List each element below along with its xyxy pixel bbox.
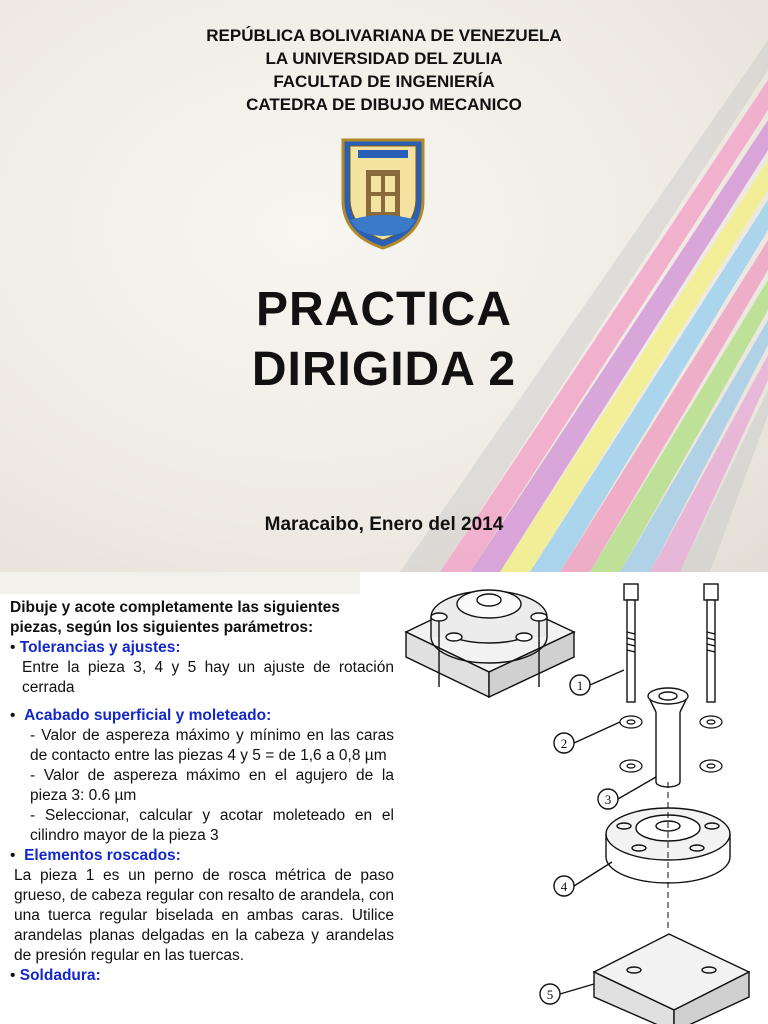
section-text: La pieza 1 es un perno de rosca métrica de paso grueso, de cabeza regular con resalto de arandela, con una tuerca regular biselada en ambas caras. Utilice arandelas planas delgadas en la cabeza y arandelas de presión regular en las tuercas. xyxy=(14,867,394,964)
bullet: • xyxy=(10,967,16,984)
title-line-2: DIRIGIDA 2 xyxy=(251,343,517,396)
part-label: 2 xyxy=(560,736,568,751)
bullet: • xyxy=(10,639,16,656)
institution-header xyxy=(0,24,768,116)
bullet: • xyxy=(10,707,16,724)
section-soldadura xyxy=(10,966,394,986)
list-item: - Seleccionar, calcular y acotar moleteado en el cilindro mayor de la pieza 3 xyxy=(30,807,394,844)
section-heading: Elementos roscados: xyxy=(24,847,181,864)
part-label: 3 xyxy=(604,792,612,807)
washer-illustration xyxy=(620,716,722,772)
section-heading: Acabado superficial y moleteado: xyxy=(24,707,272,724)
header-line-3: FACULTAD DE INGENIERÍA xyxy=(273,72,495,91)
exercise-slide xyxy=(0,572,768,1024)
header-line-1: REPÚBLICA BOLIVARIANA DE VENEZUELA xyxy=(206,26,562,45)
page-title xyxy=(0,280,768,400)
section-text: Entre la pieza 3, 4 y 5 hay un ajuste de rotación cerrada xyxy=(22,659,394,696)
part-label: 1 xyxy=(576,678,584,693)
assembled-part-illustration xyxy=(406,590,574,697)
slide-top-band xyxy=(0,572,360,594)
part-label: 5 xyxy=(546,987,554,1002)
header-line-4: CATEDRA DE DIBUJO MECANICO xyxy=(246,95,522,114)
bolt-illustration xyxy=(624,584,718,702)
bushing-illustration xyxy=(648,688,688,787)
section-roscados xyxy=(10,846,394,866)
base-plate-illustration xyxy=(594,934,749,1024)
instructions-text xyxy=(10,598,394,986)
section-heading: Tolerancias y ajustes: xyxy=(19,639,181,656)
header-line-2: LA UNIVERSIDAD DEL ZULIA xyxy=(265,49,503,68)
section-heading: Soldadura: xyxy=(19,967,101,984)
part-label: 4 xyxy=(560,879,568,894)
assembly-drawing xyxy=(394,572,768,1024)
list-item: - Valor de aspereza máximo en el agujero de la pieza 3: 0.6 µm xyxy=(30,767,394,804)
title-line-1: PRACTICA xyxy=(256,283,512,336)
bullet: • xyxy=(10,847,16,864)
list-item: - Valor de aspereza máximo y mínimo en las caras de contacto entre las piezas 4 y 5 = de 1,6 a 0,8 µm xyxy=(30,727,394,764)
intro-text: Dibuje y acote completamente las siguientes piezas, según los siguientes parámetros: xyxy=(10,599,340,636)
university-seal-icon xyxy=(338,130,428,250)
section-tolerancias xyxy=(10,638,394,658)
section-acabado xyxy=(10,706,394,726)
place-date: Maracaibo, Enero del 2014 xyxy=(264,514,504,535)
